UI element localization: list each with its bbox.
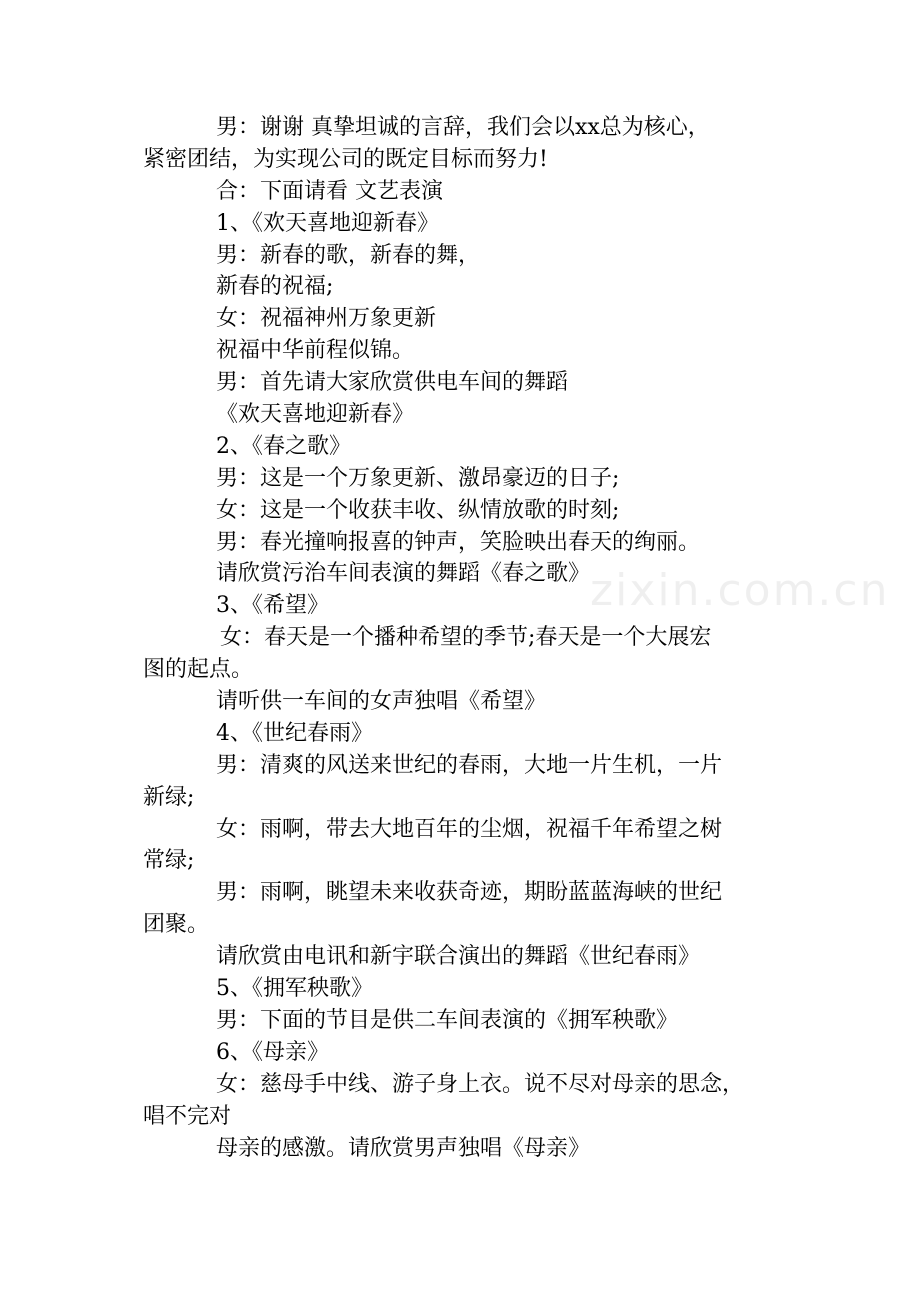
text-line: 男：这是一个万象更新、激昂豪迈的日子; [216,465,620,491]
text-line: 母亲的感激。请欣赏男声独唱《母亲》 [216,1135,591,1161]
watermark: zixin.com.cn [590,565,890,616]
text-line: 紧密团结，为实现公司的既定目标而努力! [143,146,548,172]
text-line: 6、《母亲》 [216,1039,329,1065]
text-line: 团聚。 [143,912,210,938]
text-line: 常绿; [143,848,195,874]
text-line: 男：清爽的风送来世纪的春雨，大地一片生机，一片 [216,752,723,778]
text-line: 男：春光撞响报喜的钟声，笑脸映出春天的绚丽。 [216,529,701,555]
text-line: 图的起点。 [143,657,254,683]
text-line: 5、《拥军秧歌》 [216,976,373,1002]
text-line: 男：首先请大家欣赏供电车间的舞蹈 [216,370,569,396]
text-line: 3、《希望》 [216,593,329,619]
text-line: 1、《欢天喜地迎新春》 [216,210,439,236]
document-body [143,112,793,1164]
text-line: 2、《春之歌》 [216,433,351,459]
text-line: 祝福中华前程似锦。 [216,338,415,364]
text-line: 《欢天喜地迎新春》 [216,402,415,428]
text-line: 女：春天是一个播种希望的季节;春天是一个大展宏 [220,625,712,651]
text-line: 请听供一车间的女声独唱《希望》 [216,689,547,715]
text-line: 女：祝福神州万象更新 [216,306,437,332]
text-line: 请欣赏由电讯和新宇联合演出的舞蹈《世纪春雨》 [216,944,701,970]
text-line: 女：这是一个收获丰收、纵情放歌的时刻; [216,497,620,523]
text-line: 女：雨啊，带去大地百年的尘烟，祝福千年希望之树 [216,816,723,842]
text-line: 请欣赏污治车间表演的舞蹈《春之歌》 [216,561,591,587]
text-line: 男：新春的歌，新春的舞， [216,242,481,268]
text-line: 新春的祝福; [216,274,334,300]
text-line: 男：雨啊，眺望未来收获奇迹，期盼蓝蓝海峡的世纪 [216,880,723,906]
text-line: 合：下面请看 文艺表演 [216,178,443,204]
text-line: 4、《世纪春雨》 [216,720,373,746]
text-line: 新绿; [143,784,195,810]
text-line: 女：慈母手中线、游子身上衣。说不尽对母亲的思念， [216,1071,745,1097]
text-line: 男：下面的节目是供二车间表演的《拥军秧歌》 [216,1007,679,1033]
text-line: 唱不完对 [143,1103,232,1129]
text-line: 男：谢谢 真挚坦诚的言辞，我们会以xx总为核心， [216,115,710,140]
